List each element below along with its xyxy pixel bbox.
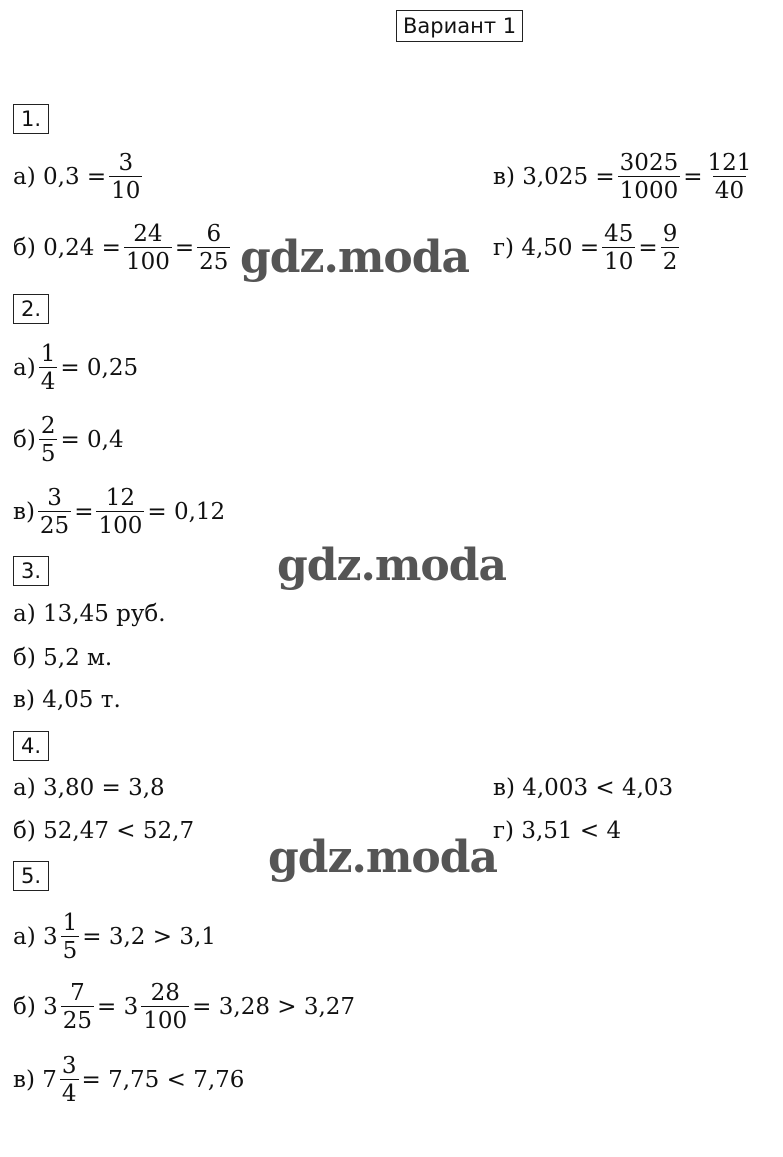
- watermark: gdz.moda: [268, 832, 498, 883]
- equals-sign: =: [74, 499, 94, 525]
- fraction: [706, 150, 754, 205]
- expression-text: = 3,2 > 3,1: [82, 924, 216, 950]
- numerator: 9: [662, 220, 678, 247]
- numerator: 24: [133, 220, 163, 247]
- fraction: [38, 485, 71, 540]
- expression-text: = 0,25: [60, 355, 139, 381]
- task-number-5: 5.: [13, 861, 49, 891]
- numerator: 3025: [619, 149, 679, 176]
- expression-text: = 3: [97, 994, 139, 1020]
- task5-item-a: [13, 907, 216, 967]
- expression-text: 0,24 =: [43, 235, 121, 261]
- denominator: 1000: [619, 177, 679, 204]
- numerator: 7: [70, 979, 85, 1006]
- item-label: б) 3: [13, 994, 58, 1020]
- numerator: 28: [150, 979, 180, 1006]
- task2-item-b: [13, 410, 124, 470]
- task4-item-v: в) 4,003 < 4,03: [493, 775, 674, 801]
- task3-item-v: в) 4,05 т.: [13, 687, 121, 713]
- expression-text: = 0,4: [60, 427, 124, 453]
- fraction: [661, 221, 680, 276]
- numerator: 3: [61, 1052, 77, 1079]
- task3-item-b: б) 5,2 м.: [13, 645, 113, 671]
- expression-text: = 3,28 > 3,27: [192, 994, 356, 1020]
- expression-text: 0,3 =: [43, 164, 107, 190]
- denominator: 4: [40, 368, 56, 395]
- denominator: 4: [61, 1080, 77, 1107]
- task-number-2: 2.: [13, 294, 49, 324]
- fraction: [39, 341, 58, 396]
- item-label: б): [13, 427, 36, 453]
- page-title: Вариант 1: [396, 10, 523, 42]
- numerator: 45: [604, 220, 634, 247]
- task5-item-v: [13, 1050, 244, 1110]
- expression-text: = 7,75 < 7,76: [81, 1067, 245, 1093]
- task5-item-b: [13, 977, 355, 1037]
- task3-item-a: а) 13,45 руб.: [13, 601, 166, 627]
- fraction: [60, 1053, 79, 1108]
- denominator: 5: [40, 440, 56, 467]
- item-label: а): [13, 164, 36, 190]
- numerator: 2: [40, 412, 56, 439]
- fraction: [124, 221, 172, 276]
- denominator: 5: [62, 937, 78, 964]
- equals-sign: =: [174, 235, 195, 261]
- task1-item-b: [13, 218, 233, 278]
- task1-item-v: [493, 147, 756, 207]
- item-label: в): [13, 499, 35, 525]
- denominator: 100: [98, 512, 143, 539]
- item-label: в): [493, 164, 515, 190]
- denominator: 25: [62, 1007, 93, 1034]
- denominator: 25: [199, 248, 229, 275]
- fraction: [197, 221, 230, 276]
- item-label: б): [13, 235, 36, 261]
- equals-sign: =: [638, 235, 658, 261]
- fraction: [618, 150, 681, 205]
- numerator: 121: [707, 149, 752, 176]
- denominator: 2: [662, 248, 678, 275]
- task2-item-a: [13, 338, 138, 398]
- task1-item-a: [13, 147, 145, 207]
- item-label: а) 3: [13, 924, 58, 950]
- expression-text: = 0,12: [147, 499, 226, 525]
- task2-item-v: [13, 482, 225, 542]
- fraction: [61, 980, 94, 1035]
- denominator: 25: [39, 512, 70, 539]
- numerator: 3: [118, 149, 134, 176]
- item-label: в) 7: [13, 1067, 57, 1093]
- task4-item-g: г) 3,51 < 4: [493, 818, 622, 844]
- fraction: [96, 485, 144, 540]
- numerator: 6: [206, 220, 222, 247]
- numerator: 1: [62, 909, 78, 936]
- denominator: 100: [125, 248, 170, 275]
- equals-sign: =: [683, 164, 703, 190]
- fraction: [61, 910, 80, 965]
- fraction: [141, 980, 189, 1035]
- denominator: 10: [604, 248, 634, 275]
- watermark: gdz.moda: [277, 540, 507, 591]
- numerator: 3: [47, 484, 62, 511]
- task-number-1: 1.: [13, 104, 49, 134]
- item-label: а): [13, 355, 36, 381]
- watermark: gdz.moda: [240, 232, 470, 283]
- denominator: 100: [143, 1007, 188, 1034]
- task-number-3: 3.: [13, 556, 49, 586]
- fraction: [39, 413, 58, 468]
- task4-item-b: б) 52,47 < 52,7: [13, 818, 195, 844]
- item-label: г): [493, 235, 515, 261]
- numerator: 1: [40, 340, 56, 367]
- denominator: 40: [714, 177, 745, 204]
- numerator: 12: [105, 484, 136, 511]
- fraction: [109, 150, 142, 205]
- fraction: [602, 221, 635, 276]
- task4-item-a: а) 3,80 = 3,8: [13, 775, 165, 801]
- task1-item-g: [493, 218, 682, 278]
- expression-text: 3,025 =: [522, 164, 615, 190]
- expression-text: 4,50 =: [521, 235, 600, 261]
- task-number-4: 4.: [13, 731, 49, 761]
- denominator: 10: [111, 177, 141, 204]
